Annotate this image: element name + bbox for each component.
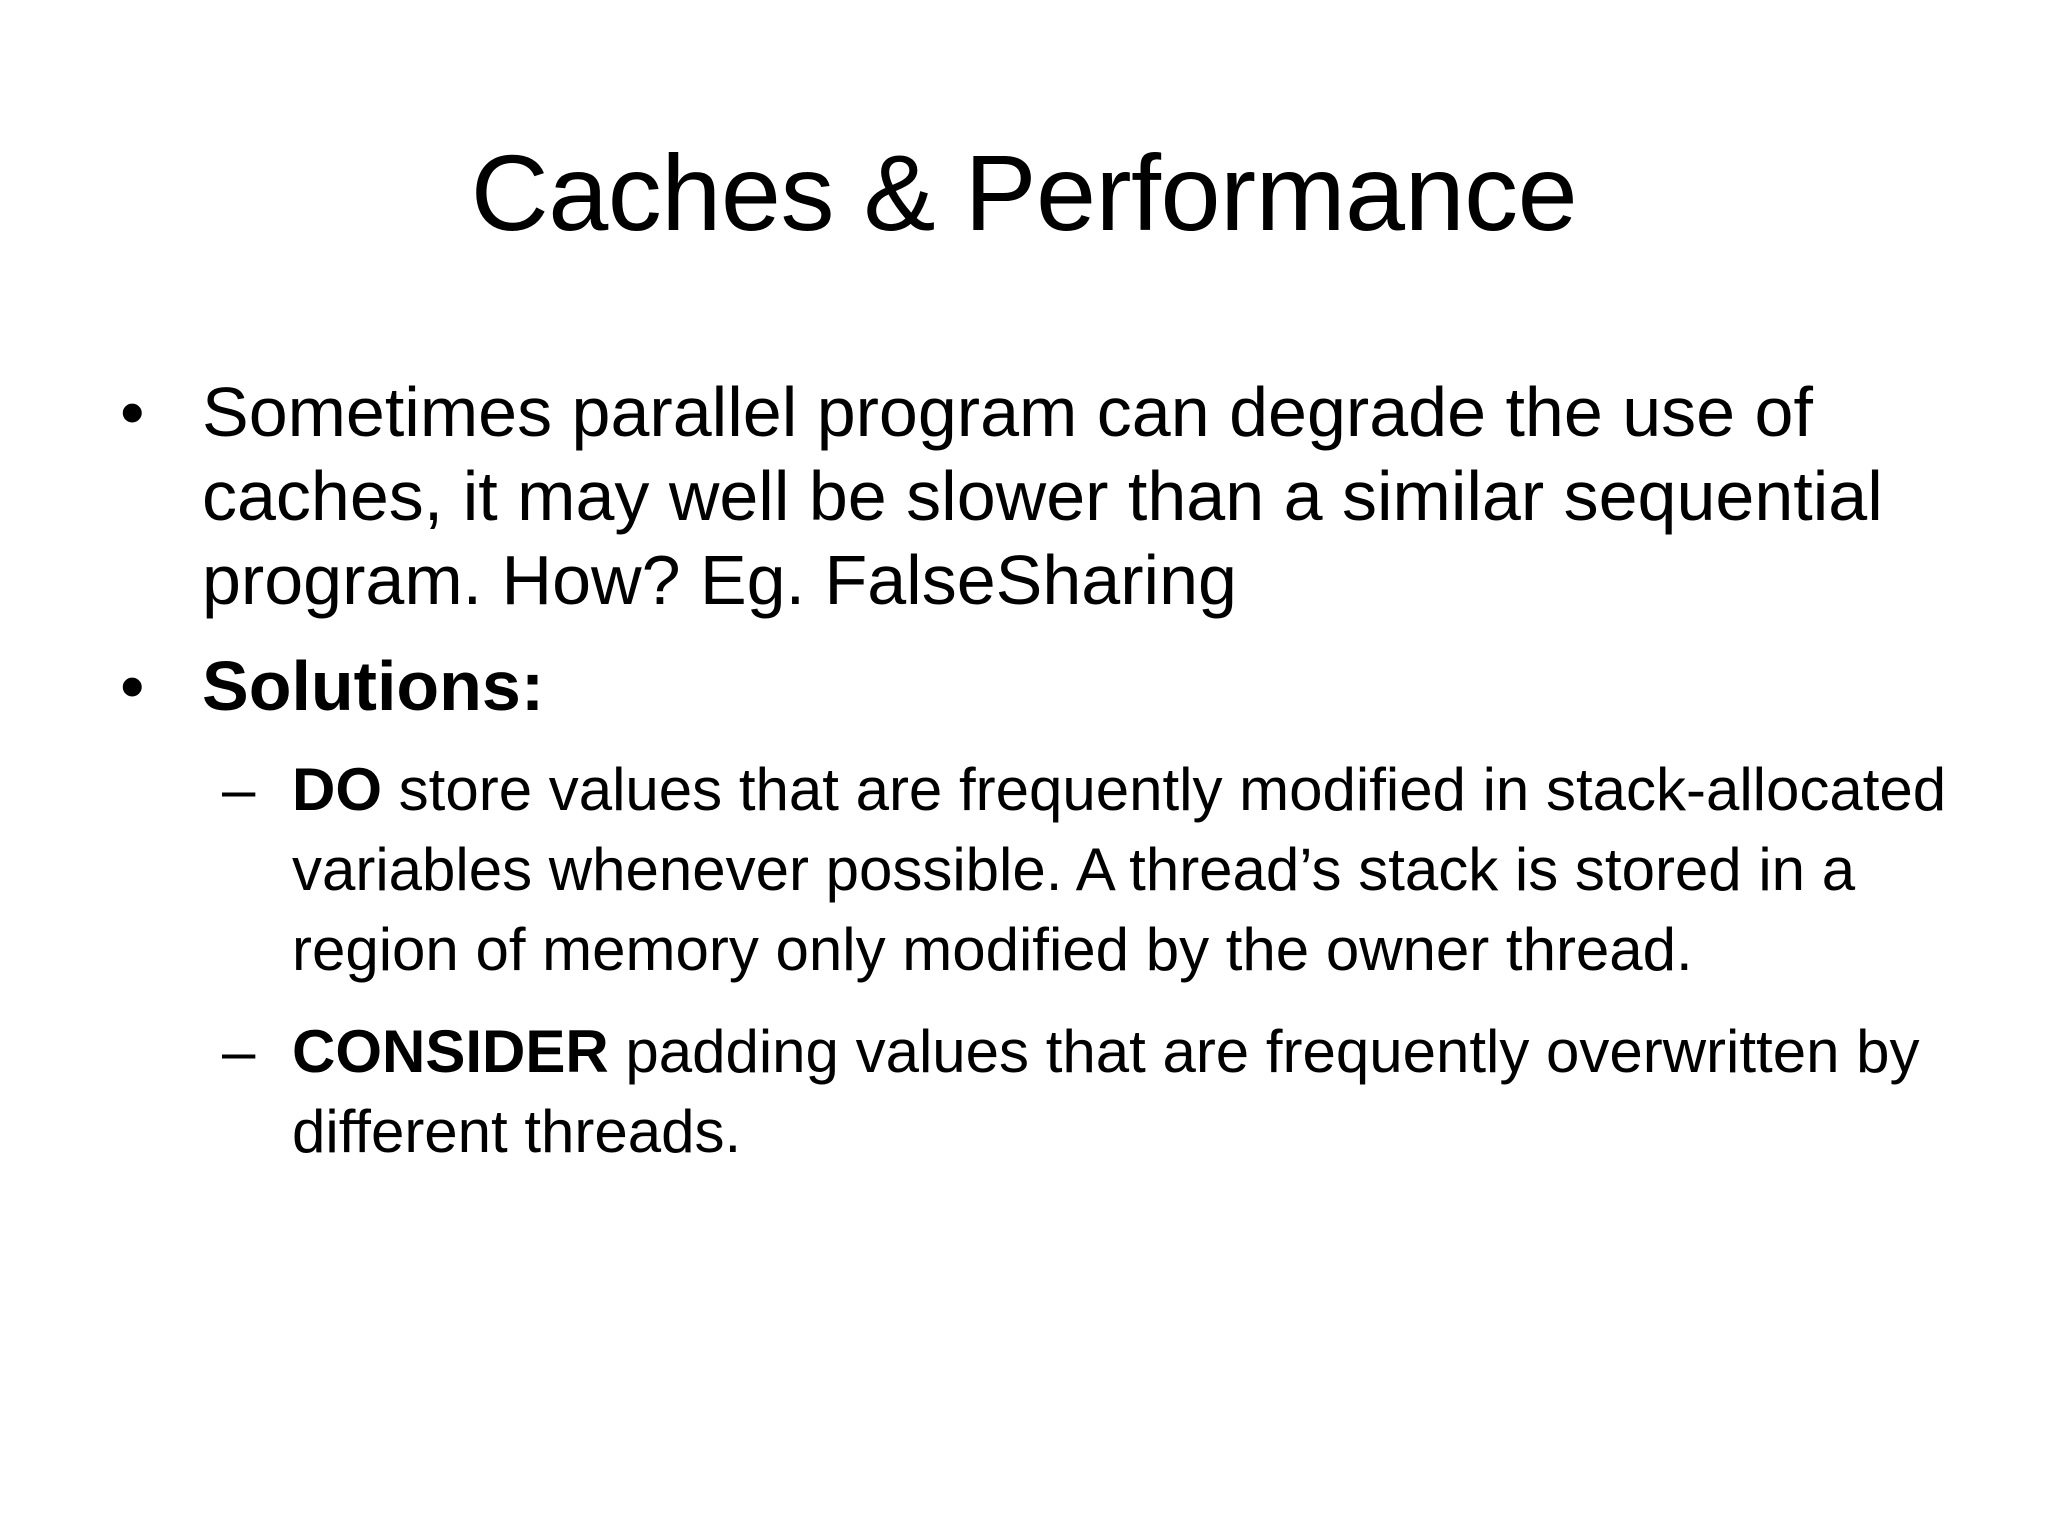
bullet-item: [120, 644, 1950, 728]
bullet-text: Solutions:: [202, 647, 545, 725]
bullet-item: [120, 370, 1950, 622]
sub-bullet-keyword: DO: [292, 756, 382, 823]
bullet-text: Sometimes parallel program can degrade the use of caches, it may well be slower than a similar sequential program. How? Eg. FalseSharing: [202, 373, 1883, 619]
sub-bullet-marker: –: [222, 1018, 256, 1085]
slide-title: Caches & Performance: [470, 132, 1578, 253]
sub-bullet-marker: –: [222, 756, 256, 823]
slide-body: [120, 370, 1950, 1194]
sub-bullet-list: [222, 750, 1950, 1172]
bullet-marker: •: [120, 373, 145, 451]
sub-bullet-item: [222, 1012, 1950, 1172]
sub-bullet-item: [222, 750, 1950, 990]
sub-bullet-keyword: CONSIDER: [292, 1018, 609, 1085]
bullet-marker: •: [120, 647, 145, 725]
sub-bullet-text: padding values that are frequently overwritten by different threads.: [292, 1018, 1920, 1165]
sub-bullet-text: store values that are frequently modified in stack-allocated variables whenever possible. A thread’s stack is stored in a region of memory only modified by the owner thread.: [292, 756, 1947, 983]
